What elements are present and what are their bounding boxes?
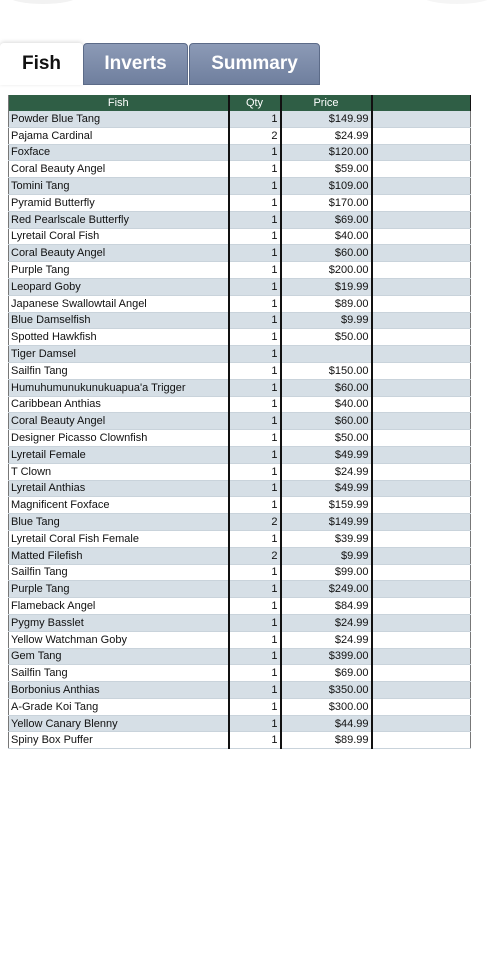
column-header-price[interactable]: Price	[281, 95, 372, 111]
cell-blank[interactable]	[372, 463, 471, 480]
cell-qty[interactable]: 1	[229, 312, 281, 329]
cell-price[interactable]: $249.00	[281, 581, 372, 598]
table-row	[9, 245, 471, 262]
cell-qty[interactable]: 1	[229, 665, 281, 682]
tab-summary[interactable]: Summary	[189, 43, 320, 85]
cell-blank[interactable]	[372, 547, 471, 564]
cell-price[interactable]: $24.99	[281, 463, 372, 480]
cell-qty[interactable]: 1	[229, 598, 281, 615]
cell-fish-name[interactable]: Yellow Watchman Goby	[9, 631, 229, 648]
cell-blank[interactable]	[372, 581, 471, 598]
cell-fish-name[interactable]: Tiger Damsel	[9, 346, 229, 363]
cell-price[interactable]: $300.00	[281, 698, 372, 715]
cell-price[interactable]: $150.00	[281, 362, 372, 379]
cell-qty[interactable]: 1	[229, 111, 281, 127]
cell-price[interactable]: $89.99	[281, 732, 372, 749]
cell-fish-name[interactable]: Powder Blue Tang	[9, 111, 229, 127]
cell-blank[interactable]	[372, 228, 471, 245]
cell-price[interactable]: $44.99	[281, 715, 372, 732]
table-row	[9, 413, 471, 430]
cell-blank[interactable]	[372, 161, 471, 178]
cell-price[interactable]: $149.99	[281, 111, 372, 127]
table-row	[9, 715, 471, 732]
cell-blank[interactable]	[372, 698, 471, 715]
cell-qty[interactable]: 1	[229, 614, 281, 631]
table-row	[9, 127, 471, 144]
column-header-fish[interactable]: Fish	[9, 95, 229, 111]
cell-price[interactable]: $49.99	[281, 446, 372, 463]
cell-qty[interactable]: 1	[229, 430, 281, 447]
table-row	[9, 312, 471, 329]
cell-qty[interactable]: 1	[229, 463, 281, 480]
table-row	[9, 262, 471, 279]
table-header-row	[9, 95, 471, 111]
table-row	[9, 161, 471, 178]
cell-qty[interactable]: 1	[229, 178, 281, 195]
cell-fish-name[interactable]: Borbonius Anthias	[9, 682, 229, 699]
cell-blank[interactable]	[372, 665, 471, 682]
table-row	[9, 648, 471, 665]
cell-blank[interactable]	[372, 262, 471, 279]
cell-blank[interactable]	[372, 346, 471, 363]
cell-price[interactable]: $170.00	[281, 194, 372, 211]
cell-blank[interactable]	[372, 648, 471, 665]
cell-fish-name[interactable]: Coral Beauty Angel	[9, 245, 229, 262]
cell-price[interactable]: $40.00	[281, 228, 372, 245]
cell-qty[interactable]: 1	[229, 497, 281, 514]
cell-price[interactable]: $84.99	[281, 598, 372, 615]
cell-price[interactable]: $50.00	[281, 430, 372, 447]
cell-fish-name[interactable]: Humuhumunukunukuapua'a Trigger	[9, 379, 229, 396]
cell-price[interactable]: $69.00	[281, 211, 372, 228]
cell-fish-name[interactable]: Yellow Canary Blenny	[9, 715, 229, 732]
sheet-tab-bar	[0, 43, 500, 85]
table-row	[9, 530, 471, 547]
cell-fish-name[interactable]: Purple Tang	[9, 262, 229, 279]
column-header-blank[interactable]	[372, 95, 471, 111]
cell-blank[interactable]	[372, 245, 471, 262]
cell-fish-name[interactable]: Matted Filefish	[9, 547, 229, 564]
cell-fish-name[interactable]: Blue Tang	[9, 514, 229, 531]
cell-price[interactable]: $9.99	[281, 547, 372, 564]
cell-qty[interactable]: 1	[229, 682, 281, 699]
table-row	[9, 329, 471, 346]
table-row	[9, 732, 471, 749]
cell-blank[interactable]	[372, 111, 471, 127]
table-row	[9, 194, 471, 211]
cell-price[interactable]: $39.99	[281, 530, 372, 547]
cell-price[interactable]: $149.99	[281, 514, 372, 531]
cell-price[interactable]: $60.00	[281, 245, 372, 262]
cell-price[interactable]: $99.00	[281, 564, 372, 581]
cell-price[interactable]: $24.99	[281, 127, 372, 144]
cell-price[interactable]	[281, 346, 372, 363]
cell-price[interactable]: $60.00	[281, 379, 372, 396]
cell-fish-name[interactable]: Lyretail Coral Fish Female	[9, 530, 229, 547]
cell-qty[interactable]: 1	[229, 530, 281, 547]
cell-qty[interactable]: 1	[229, 631, 281, 648]
cell-fish-name[interactable]: Sailfin Tang	[9, 362, 229, 379]
table-row	[9, 631, 471, 648]
cell-blank[interactable]	[372, 564, 471, 581]
cell-blank[interactable]	[372, 144, 471, 161]
cell-fish-name[interactable]: Sailfin Tang	[9, 665, 229, 682]
cell-fish-name[interactable]: Sailfin Tang	[9, 564, 229, 581]
table-row	[9, 514, 471, 531]
cell-fish-name[interactable]: Foxface	[9, 144, 229, 161]
table-row	[9, 346, 471, 363]
table-row	[9, 598, 471, 615]
cell-qty[interactable]: 1	[229, 262, 281, 279]
cell-fish-name[interactable]: Spiny Box Puffer	[9, 732, 229, 749]
cell-qty[interactable]: 2	[229, 127, 281, 144]
cell-blank[interactable]	[372, 295, 471, 312]
tab-inverts[interactable]: Inverts	[83, 43, 188, 85]
cell-blank[interactable]	[372, 682, 471, 699]
cell-fish-name[interactable]: Japanese Swallowtail Angel	[9, 295, 229, 312]
cell-blank[interactable]	[372, 598, 471, 615]
cell-fish-name[interactable]: Lyretail Anthias	[9, 480, 229, 497]
cell-fish-name[interactable]: Spotted Hawkfish	[9, 329, 229, 346]
cell-fish-name[interactable]: Designer Picasso Clownfish	[9, 430, 229, 447]
cell-qty[interactable]: 1	[229, 194, 281, 211]
cell-price[interactable]: $60.00	[281, 413, 372, 430]
cell-price[interactable]: $9.99	[281, 312, 372, 329]
cell-fish-name[interactable]: Coral Beauty Angel	[9, 413, 229, 430]
cell-blank[interactable]	[372, 715, 471, 732]
cell-fish-name[interactable]: Lyretail Coral Fish	[9, 228, 229, 245]
cell-qty[interactable]: 1	[229, 648, 281, 665]
cell-qty[interactable]: 2	[229, 547, 281, 564]
table-row	[9, 581, 471, 598]
table-row	[9, 362, 471, 379]
cell-price[interactable]: $89.00	[281, 295, 372, 312]
cell-blank[interactable]	[372, 278, 471, 295]
cell-blank[interactable]	[372, 430, 471, 447]
table-row	[9, 564, 471, 581]
cell-price[interactable]: $24.99	[281, 631, 372, 648]
cell-fish-name[interactable]: Red Pearlscale Butterfly	[9, 211, 229, 228]
cell-blank[interactable]	[372, 362, 471, 379]
cell-qty[interactable]: 1	[229, 161, 281, 178]
cell-price[interactable]: $24.99	[281, 614, 372, 631]
cell-blank[interactable]	[372, 530, 471, 547]
cell-qty[interactable]: 1	[229, 346, 281, 363]
cell-price[interactable]: $399.00	[281, 648, 372, 665]
cell-blank[interactable]	[372, 732, 471, 749]
cell-qty[interactable]: 1	[229, 581, 281, 598]
cell-price[interactable]: $350.00	[281, 682, 372, 699]
cell-qty[interactable]: 1	[229, 379, 281, 396]
table-row	[9, 228, 471, 245]
cell-qty[interactable]: 1	[229, 698, 281, 715]
table-row	[9, 379, 471, 396]
cell-blank[interactable]	[372, 413, 471, 430]
cell-blank[interactable]	[372, 211, 471, 228]
cell-blank[interactable]	[372, 194, 471, 211]
cell-blank[interactable]	[372, 127, 471, 144]
cell-blank[interactable]	[372, 312, 471, 329]
cell-qty[interactable]: 1	[229, 245, 281, 262]
table-row	[9, 396, 471, 413]
cell-price[interactable]: $50.00	[281, 329, 372, 346]
cell-blank[interactable]	[372, 396, 471, 413]
cell-qty[interactable]: 1	[229, 396, 281, 413]
cell-blank[interactable]	[372, 614, 471, 631]
table-row	[9, 211, 471, 228]
cell-price[interactable]: $40.00	[281, 396, 372, 413]
cell-blank[interactable]	[372, 514, 471, 531]
cell-blank[interactable]	[372, 178, 471, 195]
cell-fish-name[interactable]: Lyretail Female	[9, 446, 229, 463]
table-row	[9, 614, 471, 631]
table-row	[9, 665, 471, 682]
cell-qty[interactable]: 1	[229, 446, 281, 463]
cell-fish-name[interactable]: Caribbean Anthias	[9, 396, 229, 413]
cell-price[interactable]: $49.99	[281, 480, 372, 497]
cell-blank[interactable]	[372, 480, 471, 497]
cell-fish-name[interactable]: A-Grade Koi Tang	[9, 698, 229, 715]
table-row	[9, 480, 471, 497]
cell-fish-name[interactable]: Pajama Cardinal	[9, 127, 229, 144]
cell-blank[interactable]	[372, 379, 471, 396]
cell-blank[interactable]	[372, 631, 471, 648]
cell-qty[interactable]: 1	[229, 278, 281, 295]
cell-fish-name[interactable]: Leopard Goby	[9, 278, 229, 295]
cell-fish-name[interactable]: Purple Tang	[9, 581, 229, 598]
cell-qty[interactable]: 1	[229, 211, 281, 228]
cell-fish-name[interactable]: Blue Damselfish	[9, 312, 229, 329]
cell-price[interactable]: $120.00	[281, 144, 372, 161]
cell-blank[interactable]	[372, 497, 471, 514]
cell-qty[interactable]: 1	[229, 144, 281, 161]
cell-blank[interactable]	[372, 329, 471, 346]
cell-qty[interactable]: 1	[229, 413, 281, 430]
table-row	[9, 698, 471, 715]
cell-qty[interactable]: 1	[229, 228, 281, 245]
cell-qty[interactable]: 1	[229, 732, 281, 749]
table-row	[9, 547, 471, 564]
cell-qty[interactable]: 1	[229, 362, 281, 379]
cell-qty[interactable]: 1	[229, 480, 281, 497]
cell-price[interactable]: $59.00	[281, 161, 372, 178]
column-header-qty[interactable]: Qty	[229, 95, 281, 111]
table-row	[9, 463, 471, 480]
cell-price[interactable]: $159.99	[281, 497, 372, 514]
table-row	[9, 178, 471, 195]
cell-price[interactable]: $69.00	[281, 665, 372, 682]
table-row	[9, 111, 471, 127]
cell-price[interactable]: $200.00	[281, 262, 372, 279]
cell-blank[interactable]	[372, 446, 471, 463]
table-row	[9, 446, 471, 463]
cell-price[interactable]: $109.00	[281, 178, 372, 195]
table-row	[9, 295, 471, 312]
cell-qty[interactable]: 1	[229, 295, 281, 312]
cell-qty[interactable]: 1	[229, 329, 281, 346]
table-body	[9, 111, 471, 749]
cell-fish-name[interactable]: Gem Tang	[9, 648, 229, 665]
tab-fish[interactable]: Fish	[0, 43, 83, 85]
table-row	[9, 144, 471, 161]
table-row	[9, 430, 471, 447]
cell-qty[interactable]: 1	[229, 715, 281, 732]
cell-qty[interactable]: 2	[229, 514, 281, 531]
table-row	[9, 497, 471, 514]
cell-fish-name[interactable]: Coral Beauty Angel	[9, 161, 229, 178]
table-row	[9, 682, 471, 699]
cell-fish-name[interactable]: T Clown	[9, 463, 229, 480]
top-shadow-decoration	[8, 0, 78, 4]
top-shadow-decoration	[422, 0, 492, 4]
cell-price[interactable]: $19.99	[281, 278, 372, 295]
table-row	[9, 278, 471, 295]
fish-table	[8, 95, 471, 749]
cell-fish-name[interactable]: Pyramid Butterfly	[9, 194, 229, 211]
cell-qty[interactable]: 1	[229, 564, 281, 581]
cell-fish-name[interactable]: Pygmy Basslet	[9, 614, 229, 631]
cell-fish-name[interactable]: Magnificent Foxface	[9, 497, 229, 514]
cell-fish-name[interactable]: Tomini Tang	[9, 178, 229, 195]
cell-fish-name[interactable]: Flameback Angel	[9, 598, 229, 615]
